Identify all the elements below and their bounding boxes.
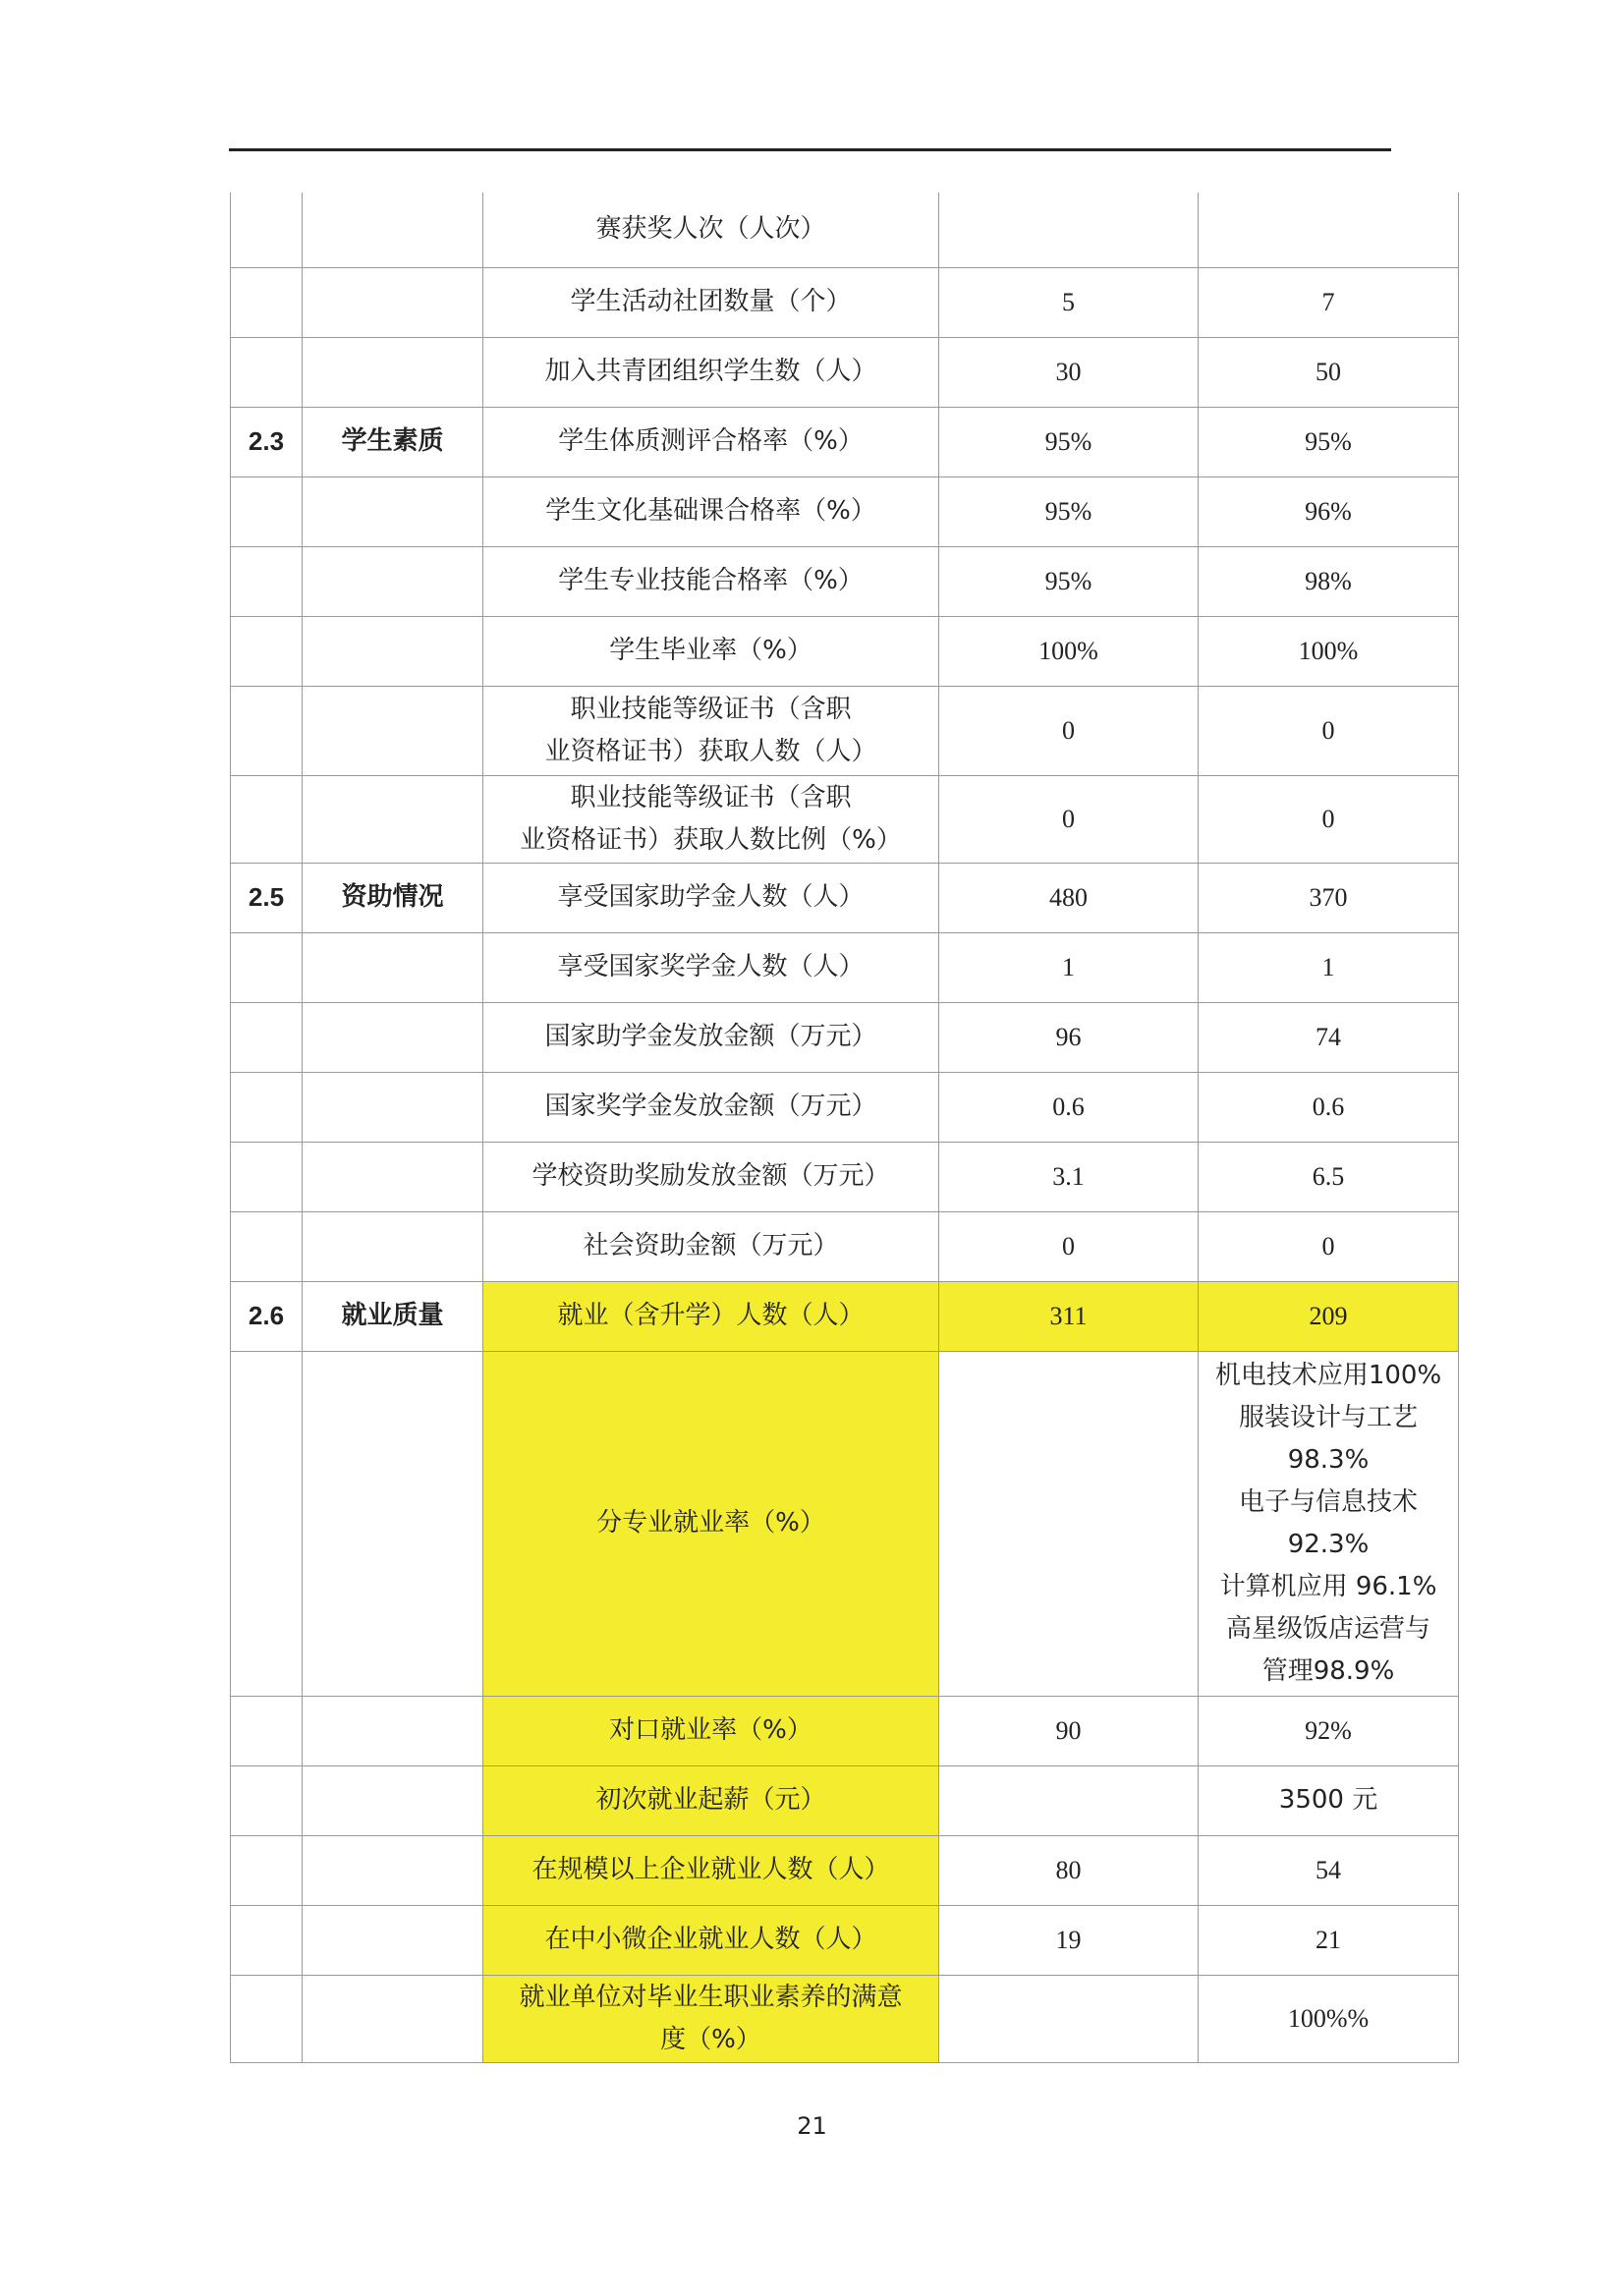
value-cell: 95%	[939, 407, 1199, 476]
value-cell: 100%%	[1199, 1975, 1459, 2062]
value-cell: 0	[939, 775, 1199, 863]
category-cell	[303, 476, 483, 546]
item-cell: 学生毕业率（%）	[483, 616, 939, 686]
category-cell	[303, 546, 483, 616]
value-cell: 6.5	[1199, 1142, 1459, 1211]
item-cell: 国家助学金发放金额（万元）	[483, 1002, 939, 1072]
header-rule	[229, 148, 1391, 151]
table-row	[231, 1072, 1459, 1142]
row-number	[231, 1002, 303, 1072]
item-cell: 在中小微企业就业人数（人）	[483, 1905, 939, 1975]
rate-line: 服装设计与工艺	[1238, 1402, 1418, 1432]
category-cell	[303, 1696, 483, 1765]
value-cell: 311	[939, 1281, 1199, 1351]
rate-line: 电子与信息技术	[1238, 1486, 1418, 1517]
item-cell	[483, 775, 939, 863]
category-cell	[303, 1765, 483, 1835]
value-cell: 96%	[1199, 476, 1459, 546]
item-cell: 学生活动社团数量（个）	[483, 267, 939, 337]
rate-line: 92.3%	[1287, 1529, 1370, 1559]
item-cell: 学生专业技能合格率（%）	[483, 546, 939, 616]
table-row	[231, 616, 1459, 686]
table-row	[231, 1765, 1459, 1835]
table-row	[231, 1696, 1459, 1765]
value-cell: 370	[1199, 863, 1459, 932]
table-row	[231, 932, 1459, 1002]
category-cell	[303, 775, 483, 863]
table-row	[231, 546, 1459, 616]
item-cell: 初次就业起薪（元）	[483, 1765, 939, 1835]
item-cell: 分专业就业率（%）	[483, 1351, 939, 1696]
row-number	[231, 775, 303, 863]
value-cell: 1	[1199, 932, 1459, 1002]
item-line: 业资格证书）获取人数（人）	[544, 736, 877, 766]
item-cell: 享受国家奖学金人数（人）	[483, 932, 939, 1002]
value-cell	[1199, 193, 1459, 267]
table-row	[231, 1351, 1459, 1696]
item-line: 度（%）	[660, 2024, 761, 2054]
rate-line: 计算机应用 96.1%	[1219, 1571, 1437, 1601]
table-row	[231, 1142, 1459, 1211]
category-cell	[303, 1905, 483, 1975]
table-row	[231, 1975, 1459, 2062]
item-cell: 在规模以上企业就业人数（人）	[483, 1835, 939, 1905]
value-cell: 0	[939, 1211, 1199, 1281]
value-cell: 209	[1199, 1281, 1459, 1351]
item-cell: 享受国家助学金人数（人）	[483, 863, 939, 932]
value-cell: 30	[939, 337, 1199, 407]
category-cell	[303, 1835, 483, 1905]
row-number: 2.3	[231, 407, 303, 476]
item-cell: 就业（含升学）人数（人）	[483, 1281, 939, 1351]
rate-line: 管理98.9%	[1261, 1655, 1395, 1686]
row-number	[231, 1905, 303, 1975]
category-cell	[303, 267, 483, 337]
value-cell: 90	[939, 1696, 1199, 1765]
table-row	[231, 775, 1459, 863]
category-cell	[303, 616, 483, 686]
value-cell: 0	[1199, 775, 1459, 863]
value-cell	[939, 1351, 1199, 1696]
value-cell	[939, 1765, 1199, 1835]
row-number	[231, 546, 303, 616]
value-cell: 5	[939, 267, 1199, 337]
table-row	[231, 1835, 1459, 1905]
rate-line: 高星级饭店运营与	[1225, 1613, 1430, 1644]
category-cell	[303, 932, 483, 1002]
table-row	[231, 1211, 1459, 1281]
category-cell	[303, 686, 483, 775]
value-cell: 480	[939, 863, 1199, 932]
value-cell: 54	[1199, 1835, 1459, 1905]
row-number	[231, 932, 303, 1002]
row-number	[231, 1765, 303, 1835]
item-cell	[483, 686, 939, 775]
row-number	[231, 476, 303, 546]
value-cell: 0	[1199, 1211, 1459, 1281]
item-cell: 对口就业率（%）	[483, 1696, 939, 1765]
value-cell: 0.6	[939, 1072, 1199, 1142]
row-number	[231, 686, 303, 775]
value-cell: 7	[1199, 267, 1459, 337]
row-number	[231, 1835, 303, 1905]
major-employment-rates	[1199, 1351, 1459, 1696]
category-cell	[303, 1211, 483, 1281]
value-cell: 95%	[939, 476, 1199, 546]
row-number	[231, 193, 303, 267]
value-cell: 3500 元	[1199, 1765, 1459, 1835]
value-cell: 3.1	[939, 1142, 1199, 1211]
category-cell	[303, 1002, 483, 1072]
value-cell: 19	[939, 1905, 1199, 1975]
category-cell	[303, 193, 483, 267]
value-cell: 21	[1199, 1905, 1459, 1975]
category-cell: 就业质量	[303, 1281, 483, 1351]
table-row	[231, 476, 1459, 546]
value-cell: 95%	[1199, 407, 1459, 476]
item-cell: 社会资助金额（万元）	[483, 1211, 939, 1281]
category-cell	[303, 1142, 483, 1211]
row-number	[231, 1142, 303, 1211]
value-cell: 80	[939, 1835, 1199, 1905]
category-cell: 资助情况	[303, 863, 483, 932]
table-row	[231, 863, 1459, 932]
row-number	[231, 337, 303, 407]
value-cell: 92%	[1199, 1696, 1459, 1765]
item-cell: 学校资助奖励发放金额（万元）	[483, 1142, 939, 1211]
row-number	[231, 1696, 303, 1765]
item-cell: 赛获奖人次（人次）	[483, 193, 939, 267]
value-cell: 50	[1199, 337, 1459, 407]
category-cell	[303, 337, 483, 407]
row-number	[231, 1072, 303, 1142]
value-cell: 95%	[939, 546, 1199, 616]
value-cell: 1	[939, 932, 1199, 1002]
value-cell: 0.6	[1199, 1072, 1459, 1142]
table-row	[231, 407, 1459, 476]
item-line: 就业单位对毕业生职业素养的满意	[519, 1982, 903, 2012]
page-number: 21	[797, 2112, 827, 2140]
item-line: 业资格证书）获取人数比例（%）	[520, 824, 902, 855]
rate-line: 机电技术应用100%	[1214, 1360, 1442, 1390]
value-cell: 74	[1199, 1002, 1459, 1072]
table-row	[231, 337, 1459, 407]
value-cell: 96	[939, 1002, 1199, 1072]
value-cell: 98%	[1199, 546, 1459, 616]
row-number: 2.6	[231, 1281, 303, 1351]
row-number	[231, 1211, 303, 1281]
item-line: 职业技能等级证书（含职	[570, 782, 852, 812]
table-row	[231, 1905, 1459, 1975]
row-number	[231, 616, 303, 686]
category-cell	[303, 1072, 483, 1142]
row-number	[231, 1975, 303, 2062]
item-cell	[483, 1975, 939, 2062]
value-cell	[939, 1975, 1199, 2062]
value-cell: 100%	[939, 616, 1199, 686]
item-line: 职业技能等级证书（含职	[570, 694, 852, 724]
table-row	[231, 193, 1459, 267]
category-cell: 学生素质	[303, 407, 483, 476]
item-cell: 国家奖学金发放金额（万元）	[483, 1072, 939, 1142]
statistics-table	[230, 193, 1459, 2063]
row-number	[231, 267, 303, 337]
table-row	[231, 686, 1459, 775]
table-row	[231, 1281, 1459, 1351]
rate-line: 98.3%	[1287, 1444, 1370, 1475]
value-cell: 100%	[1199, 616, 1459, 686]
value-cell: 0	[1199, 686, 1459, 775]
table-row	[231, 267, 1459, 337]
category-cell	[303, 1975, 483, 2062]
table-row	[231, 1002, 1459, 1072]
item-cell: 加入共青团组织学生数（人）	[483, 337, 939, 407]
value-cell	[939, 193, 1199, 267]
row-number	[231, 1351, 303, 1696]
category-cell	[303, 1351, 483, 1696]
item-cell: 学生文化基础课合格率（%）	[483, 476, 939, 546]
item-cell: 学生体质测评合格率（%）	[483, 407, 939, 476]
row-number: 2.5	[231, 863, 303, 932]
value-cell: 0	[939, 686, 1199, 775]
